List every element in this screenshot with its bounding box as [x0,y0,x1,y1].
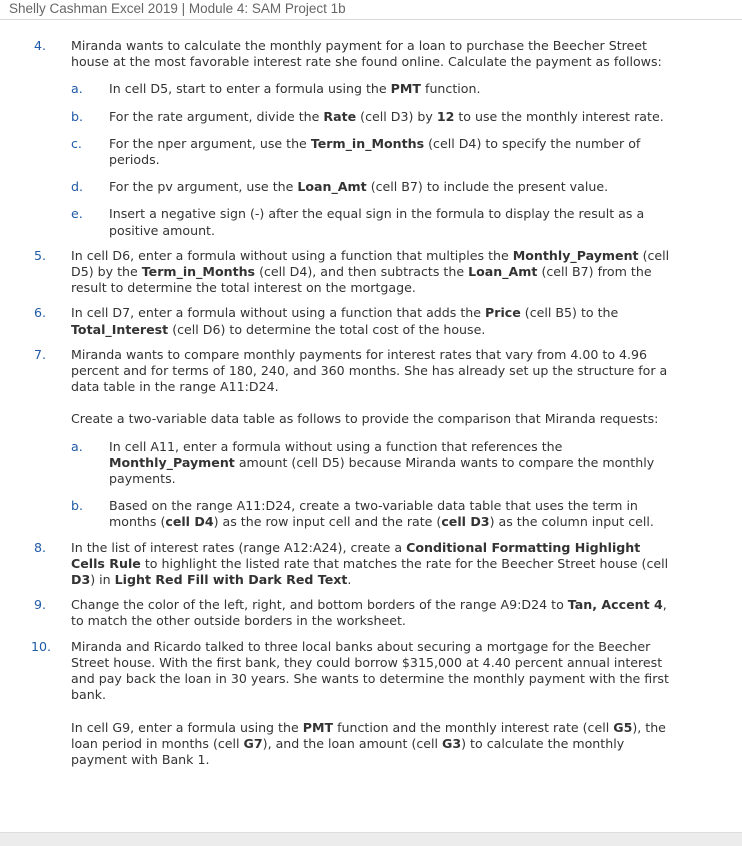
substep-text: Based on the range A11:D24, create a two-variable data table that uses the term in months (cell D4) as the row input cell and the rate (cell D3) as the column input cell. [109,498,654,530]
substep-letter: c. [71,135,82,151]
step-10 [0,639,742,768]
substep-text: For the rate argument, divide the Rate (cell D3) by 12 to use the monthly interest rate. [109,108,664,124]
step-number: 5. [34,247,47,263]
substep-text: In cell A11, enter a formula without using a function that references the Monthly_Payment amount (cell D5) because Miranda wants to compare the monthly payments. [109,438,655,487]
substep-7b [71,498,671,530]
substep-letter: d. [71,179,83,195]
step-text: Change the color of the left, right, and bottom borders of the range A9:D24 to Tan, Accent 4, to match the other outside borders in the worksheet. [71,597,667,629]
step-9 [0,597,742,629]
step-text: Miranda and Ricardo talked to three local banks about securing a mortgage for the Beecher Street house. With the first bank, they could borrow $315,000 at 4.40 percent annual interest and pay back the loan in 30 years. She wants to determine the monthly payment with the first bank. [71,638,669,703]
substep-4a [71,81,671,97]
bottom-scroll-bar [0,832,742,846]
substep-4d [71,179,671,195]
step-text: Miranda wants to calculate the monthly payment for a loan to purchase the Beecher Street house at the most favorable interest rate she found online. Calculate the payment as follows: [71,38,662,70]
substep-letter: b. [71,108,83,124]
step-text: In cell D7, enter a formula without using a function that adds the Price (cell B5) to the Total_Interest (cell D6) to determine the total cost of the house. [71,305,619,337]
substep-list [71,81,671,238]
step-text: Create a two-variable data table as follows to provide the comparison that Miranda requests: [71,411,659,427]
substep-text: Insert a negative sign (-) after the equal sign in the formula to display the result as a positive amount. [109,206,645,238]
substep-text: In cell D5, start to enter a formula using the PMT function. [109,81,481,97]
step-4 [0,38,742,239]
step-text: In cell G9, enter a formula using the PMT function and the monthly interest rate (cell G5), the loan period in months (cell G7), and the loan amount (cell G3) to calculate the monthly payment with Bank 1. [71,719,666,767]
step-number: 8. [34,539,47,555]
document-header [0,0,742,20]
instructions-list [0,38,742,777]
step-7 [0,347,742,531]
step-6 [0,305,742,337]
substep-text: For the pv argument, use the Loan_Amt (cell B7) to include the present value. [109,179,609,195]
step-number: 10. [31,638,52,654]
step-text: Miranda wants to compare monthly payments for interest rates that vary from 4.00 to 4.96 percent and for terms of 180, 240, and 360 months. She has already set up the structure for a data table in the range A11:D24. [71,346,668,395]
substep-7a [71,439,671,488]
substep-text: For the nper argument, use the Term_in_Months (cell D4) to specify the number of periods. [109,135,641,168]
substep-letter: a. [71,81,83,97]
substep-letter: a. [71,438,83,454]
substep-4b [71,109,671,125]
step-8 [0,540,742,589]
step-text: In cell D6, enter a formula without using a function that multiples the Monthly_Payment (cell D5) by the Term_in_Months (cell D4), and then subtracts the Loan_Amt (cell B7) from the result to determine the total interest on the mortgage. [71,247,670,296]
document-title: Shelly Cashman Excel 2019 | Module 4: SAM Project 1b [9,1,346,16]
substep-letter: e. [71,206,83,222]
step-number: 6. [34,305,47,321]
substep-letter: b. [71,498,83,514]
substep-list [71,439,671,531]
step-number: 7. [34,346,47,362]
step-5 [0,248,742,297]
step-text: In the list of interest rates (range A12:A24), create a Conditional Formatting Highlight Cells Rule to highlight the listed rate that matches the rate for the Beecher Street house (cell D3) in Light Red Fill with Dark Red Text. [71,539,669,588]
substep-4e [71,206,671,238]
step-number: 4. [34,38,47,53]
substep-4c [71,136,671,168]
step-number: 9. [34,597,47,613]
